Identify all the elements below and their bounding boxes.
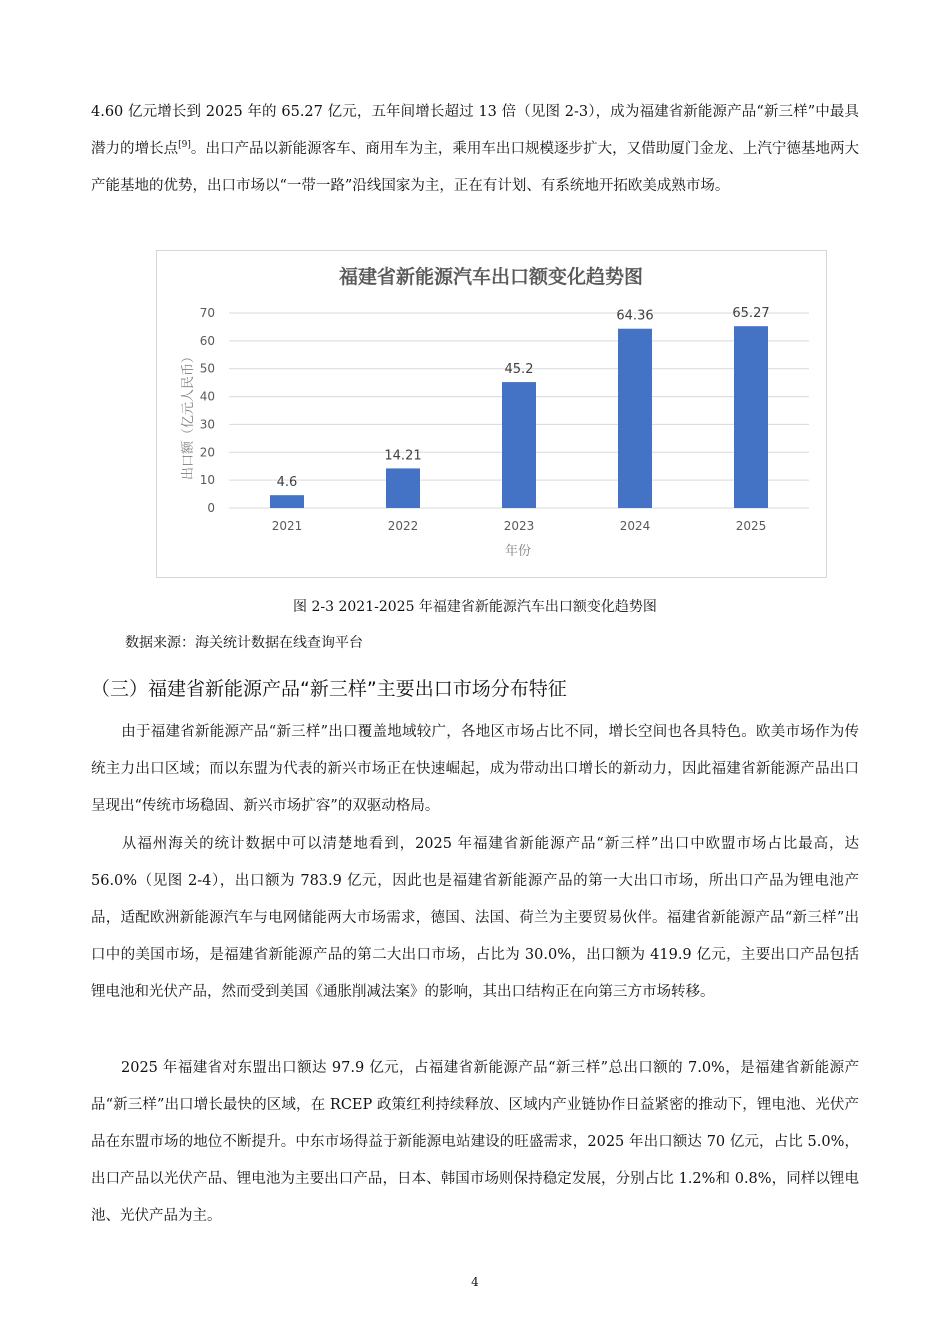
x-tick-label: 2023 [503,519,535,533]
paragraph-text: 2025 年福建省对东盟出口额达 97.9 亿元，占福建省新能源产品“新三样”总出口额的 7.0%，是福建省新能源产品“新三样”出口增长最快的区域，在 RCEP 政策红利持续释放、区域内产业链协作日益紧密的推动下，锂电池、光伏产品在东盟市场的地位不断提升。中东市场得益于新能源电站建设的旺盛需求，2025 年出口额达 70 亿元，占比 5.0%，出口产品以光伏产品、锂电池为主要出口产品，日本、韩国市场则保持稳定发展，分别占比 1.2%和 0.8%，同样以锂电池、光伏产品为主。 [91,1060,859,1224]
paragraph-ev-growth [91,94,859,205]
y-tick-label: 70 [199,306,215,320]
y-tick-label: 60 [199,333,215,348]
x-axis-label: 年份 [504,544,532,559]
bar-2022 [386,468,420,508]
chart-title: 福建省新能源汽车出口额变化趋势图 [338,266,644,288]
bar-2025 [734,326,768,508]
x-axis-ticks [272,519,767,533]
y-tick-label: 50 [199,361,215,376]
bar-2023 [502,382,536,508]
paragraph-text: 从福州海关的统计数据中可以清楚地看到，2025 年福建省新能源产品“新三样”出口中欧盟市场占比最高，达 56.0%（见图 2-4），出口额为 783.9 亿元，因此也是福建省新能源产品的第一大出口市场，所出口产品为锂电池产品，适配欧洲新能源汽车与电网储能两大市场需求，德国、法国、荷兰为主要贸易伙伴。福建省新能源产品“新三样”出口中的美国市场，是福建省新能源产品的第二大出口市场，占比为 30.0%，出口额为 419.9 亿元，主要出口产品包括锂电池和光伏产品，然而受到美国《通胀削减法案》的影响，其出口结构正在向第三方市场转移。 [91,836,859,1000]
y-tick-label: 40 [199,389,215,404]
x-tick-label: 2024 [619,519,651,533]
paragraph-asean-mideast [91,1050,859,1235]
figure-caption: 图 2-3 2021-2025 年福建省新能源汽车出口额变化趋势图 [293,599,657,615]
paragraph-text-tail: 。出口产品以新能源客车、商用车为主，乘用车出口规模逐步扩大，又借助厦门金龙、上汽宁德基地两大产能基地的优势，出口市场以“一带一路”沿线国家为主，正在有计划、有系统地开拓欧美成熟市场。 [91,141,860,194]
paragraph-market-overview [91,714,859,825]
y-axis-label: 出口额（亿元人民币） [181,349,196,481]
paragraph-eu-us-markets [91,826,859,1011]
y-tick-label: 10 [199,473,215,488]
citation-ref[interactable]: [9] [178,140,191,151]
bar-2021 [270,495,304,508]
data-label-2022: 14.21 [384,448,422,464]
y-tick-label: 20 [199,445,215,460]
data-label-2023: 45.2 [504,362,534,378]
paragraph-text: 4.60 亿元增长到 2025 年的 65.27 亿元，五年间增长超过 13 倍（见图 2-3），成为福建省新能源产品“新三样”中最具潜力的增长点 [91,104,859,157]
chart-figure [156,250,827,578]
data-source-note: 数据来源：海关统计数据在线查询平台 [125,635,363,651]
y-tick-label: 0 [207,501,215,515]
x-tick-label: 2022 [387,519,419,533]
y-tick-label: 30 [199,417,215,432]
data-label-2021: 4.6 [276,475,298,491]
paragraph-text: 由于福建省新能源产品“新三样”出口覆盖地域较广，各地区市场占比不同，增长空间也各具特色。欧美市场作为传统主力出口区域；而以东盟为代表的新兴市场正在快速崛起，成为带动出口增长的新动力，因此福建省新能源产品出口呈现出“传统市场稳固、新兴市场扩容”的双驱动格局。 [91,724,859,814]
page-number: 4 [471,1275,479,1289]
bar-chart [157,251,826,577]
x-tick-label: 2025 [735,519,767,533]
data-label-2024: 64.36 [616,308,654,324]
section-heading: （三）福建省新能源产品“新三样”主要出口市场分布特征 [91,678,567,700]
x-tick-label: 2021 [271,519,303,533]
y-axis-ticks [200,306,215,515]
chart-bars [270,326,768,508]
data-label-2025: 65.27 [732,306,770,322]
bar-2024 [618,329,652,508]
